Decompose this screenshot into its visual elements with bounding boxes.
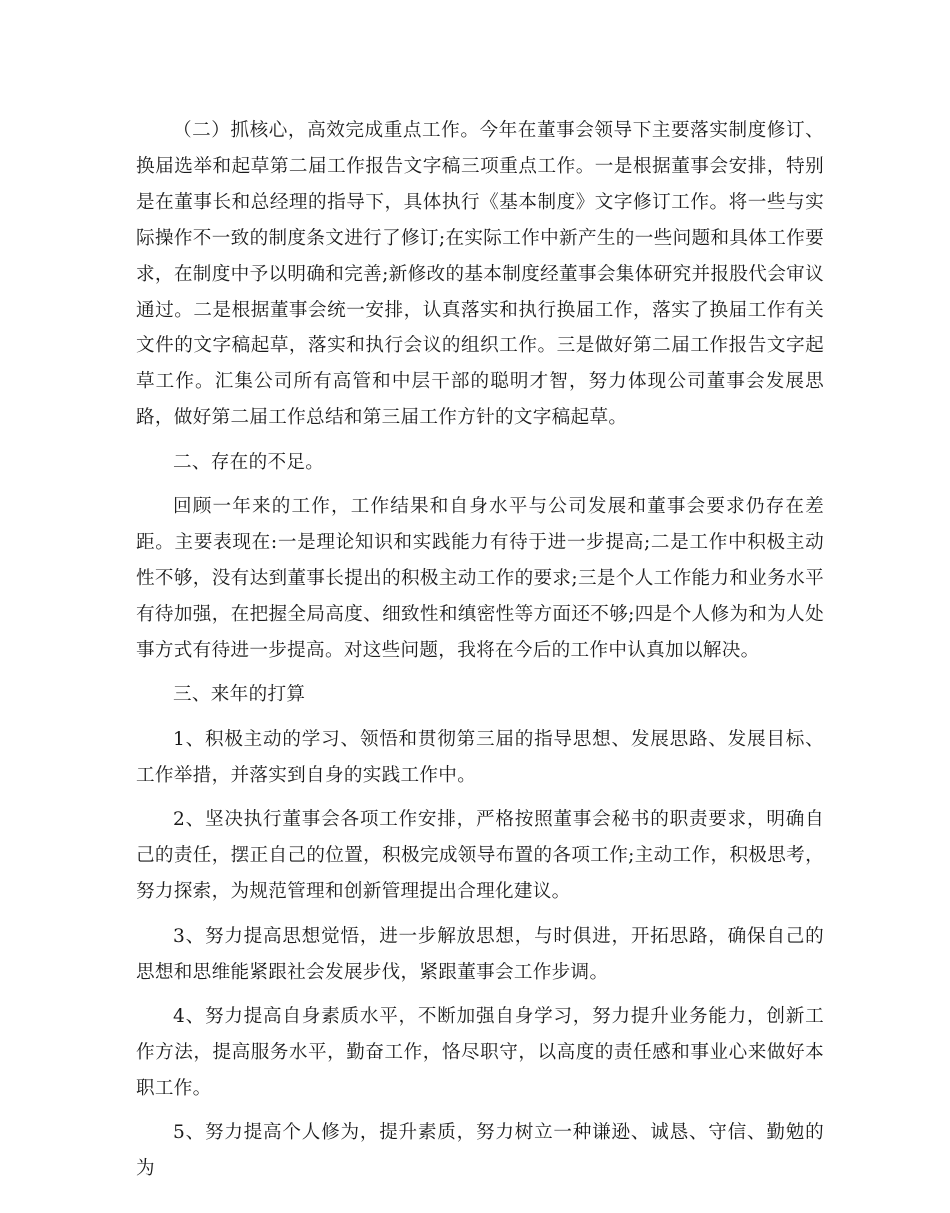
plan-item-1: 1、积极主动的学习、领悟和贯彻第三届的指导思想、发展思路、发展目标、工作举措，并落实到自身的实践工作中。 [136,728,824,786]
heading-next-year-plan: 三、来年的打算 [173,684,306,706]
document-body [136,113,824,1196]
plan-item-3: 3、努力提高思想觉悟，进一步解放思想，与时俱进，开拓思路，确保自己的思想和思维能紧跟社会发展步伐，紧跟董事会工作步调。 [136,925,824,983]
paragraph-key-work: （二）抓核心，高效完成重点工作。今年在董事会领导下主要落实制度修订、换届选举和起草第二届工作报告文字稿三项重点工作。一是根据董事会安排，特别是在董事长和总经理的指导下，具体执行《基本制度》文字修订工作。将一些与实际操作不一致的制度条文进行了修订;在实际工作中新产生的一些问题和具体工作要求，在制度中予以明确和完善;新修改的基本制度经董事会集体研究并报股代会审议通过。二是根据董事会统一安排，认真落实和执行换届工作，落实了换届工作有关文件的文字稿起草，落实和执行会议的组织工作。三是做好第二届工作报告文字起草工作。汇集公司所有高管和中层干部的聪明才智，努力体现公司董事会发展思路，做好第二届工作总结和第三届工作方针的文字稿起草。 [136,120,824,429]
plan-item-2: 2、坚决执行董事会各项工作安排，严格按照董事会秘书的职责要求，明确自己的责任，摆正自己的位置，积极完成领导布置的各项工作;主动工作，积极思考，努力探索，为规范管理和创新管理提出合理化建议。 [136,809,824,903]
plan-item-4: 4、努力提高自身素质水平，不断加强自身学习，努力提升业务能力，创新工作方法，提高服务水平，勤奋工作，恪尽职守，以高度的责任感和事业心来做好本职工作。 [136,1006,824,1099]
heading-shortcomings: 二、存在的不足。 [173,451,325,473]
paragraph-shortcomings: 回顾一年来的工作，工作结果和自身水平与公司发展和董事会要求仍存在差距。主要表现在:一是理论知识和实践能力有待于进一步提高;二是工作中积极主动性不够，没有达到董事长提出的积极主动工作的要求;三是个人工作能力和业务水平有待加强，在把握全局高度、细致性和缜密性等方面还不够;四是个人修为和为人处事方式有待进一步提高。对这些问题，我将在今后的工作中认真加以解决。 [136,496,824,661]
plan-item-5: 5、努力提高个人修为，提升素质，努力树立一种谦逊、诚恳、守信、勤勉的为 [136,1122,824,1180]
